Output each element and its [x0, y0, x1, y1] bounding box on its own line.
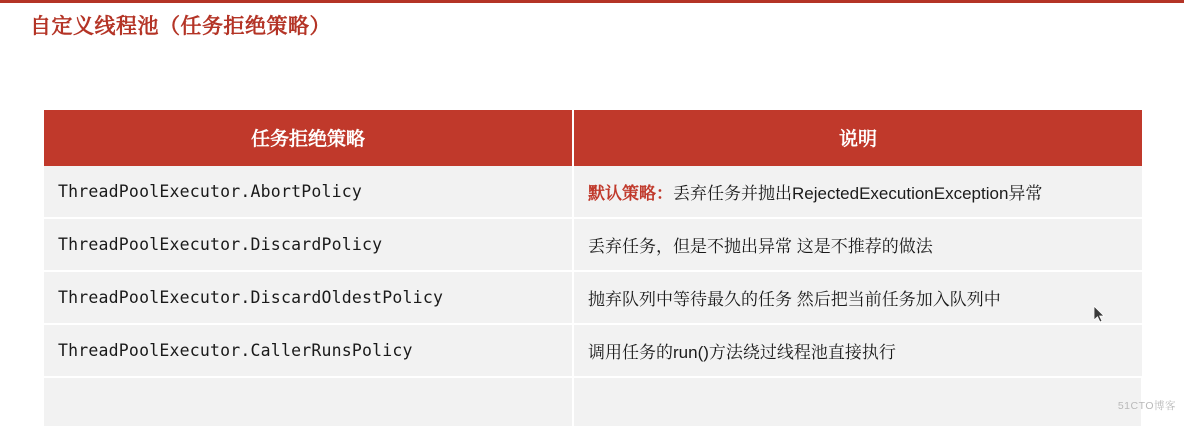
policy-description-lead: 默认策略： — [588, 184, 673, 203]
top-accent-rule — [0, 0, 1184, 3]
table-header-cell-policy: 任务拒绝策略 — [44, 110, 573, 166]
policy-name: ThreadPoolExecutor.DiscardPolicy — [44, 218, 573, 271]
table-header-row — [44, 110, 1142, 166]
policy-name: ThreadPoolExecutor.DiscardOldestPolicy — [44, 271, 573, 324]
table-body — [44, 166, 1142, 427]
policy-description-text: 丢弃任务并抛出RejectedExecutionException异常 — [673, 184, 1043, 203]
policy-description — [573, 166, 1142, 218]
policy-description — [573, 218, 1142, 271]
table-row — [44, 324, 1142, 377]
policy-table-container — [44, 110, 1140, 428]
policy-description-text: 调用任务的run()方法绕过线程池直接执行 — [588, 343, 896, 362]
policy-table — [44, 110, 1143, 428]
table-row — [44, 166, 1142, 218]
policy-name: ThreadPoolExecutor.CallerRunsPolicy — [44, 324, 573, 377]
table-filler-row — [44, 377, 1142, 427]
page-title: 自定义线程池（任务拒绝策略） — [30, 15, 331, 38]
policy-description — [573, 271, 1142, 324]
table-header — [44, 110, 1142, 166]
table-row — [44, 218, 1142, 271]
table-filler-cell-left — [44, 377, 573, 427]
table-row — [44, 271, 1142, 324]
policy-description-text: 丢弃任务，但是不抛出异常 这是不推荐的做法 — [588, 237, 933, 256]
table-header-cell-description: 说明 — [573, 110, 1142, 166]
watermark-text: 51CTO博客 — [1117, 400, 1176, 412]
table-filler-cell-right — [573, 377, 1142, 427]
policy-description — [573, 324, 1142, 377]
policy-description-text: 抛弃队列中等待最久的任务 然后把当前任务加入队列中 — [588, 290, 1001, 309]
policy-name: ThreadPoolExecutor.AbortPolicy — [44, 166, 573, 218]
